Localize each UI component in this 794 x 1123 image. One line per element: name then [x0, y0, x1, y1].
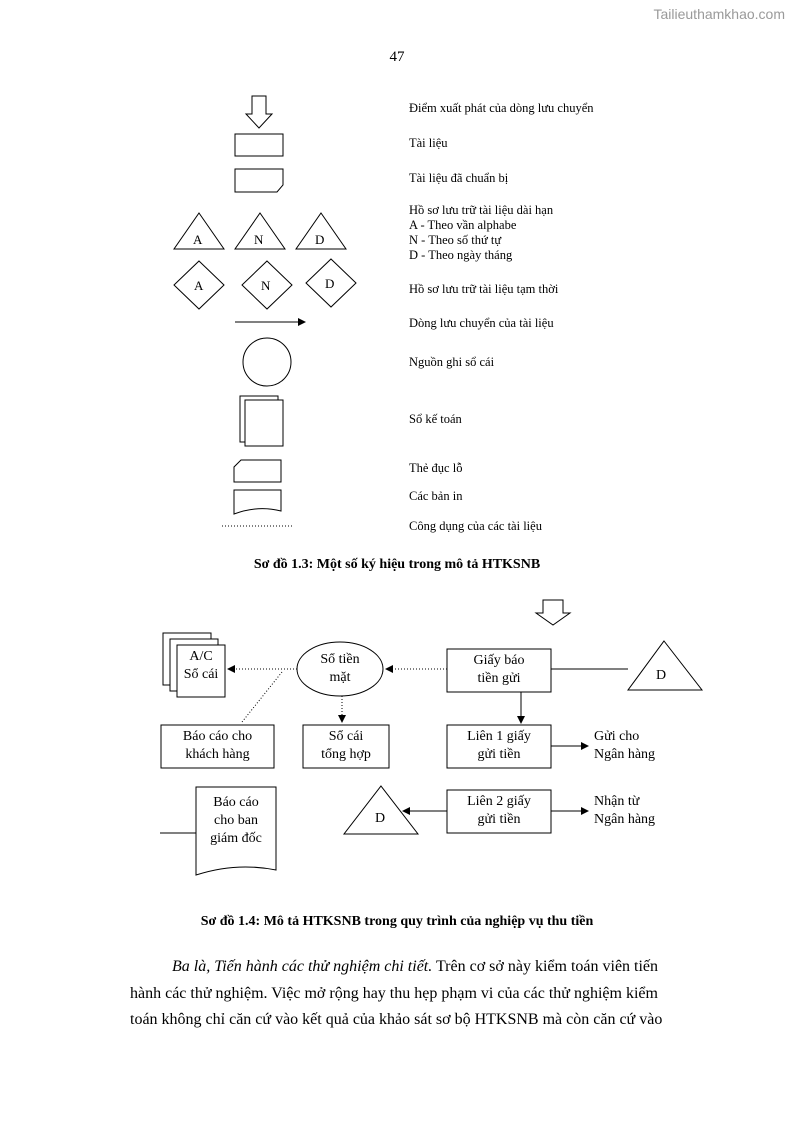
file-d-bottom-letter: D	[375, 811, 386, 826]
legend-label-permanent-file: Hồ sơ lưu trữ tài liệu dài hạn	[409, 203, 554, 217]
paragraph-lead: Ba là, Tiến hành các thử nghiệm chi tiết.	[172, 958, 433, 975]
paragraph-line-1: Ba là, Tiến hành các thử nghiệm chi tiết. Trên cơ sở này kiểm toán viên tiến	[172, 958, 659, 975]
flow-start-symbol	[536, 600, 570, 625]
triangle-letter-a: A	[193, 232, 203, 247]
figure-caption-1-4: Sơ đồ 1.4: Mô tả HTKSNB trong quy trình của nghiệp vụ thu tiền	[200, 914, 594, 929]
legend-label-punched-card: Thẻ đục lỗ	[409, 461, 463, 475]
legend-label-ledger-source: Nguồn ghi sổ cái	[409, 355, 495, 369]
paragraph-line-3: toán không chỉ căn cứ vào kết quả của khảo sát sơ bộ HTKSNB mà còn căn cứ vào	[130, 1011, 663, 1028]
legend-label-alphabet: A - Theo vần alphabe	[409, 218, 517, 232]
deposit-notice-label: Giấy báo tiền gửi	[473, 653, 525, 686]
page-number: 47	[389, 49, 405, 65]
file-d-top-letter: D	[656, 668, 667, 683]
customer-report-label: Báo cáo cho khách hàng	[182, 729, 253, 762]
legend-label-usage: Công dụng của các tài liệu	[409, 519, 542, 533]
general-ledger-label: Sổ cái tổng hợp	[321, 729, 371, 762]
legend-label-document: Tài liệu	[409, 136, 448, 150]
legend-label-accounting-book: Sổ kế toán	[409, 412, 462, 426]
receive-from-bank-label: Nhận từ Ngân hàng	[594, 794, 656, 827]
legend-label-temporary-file: Hồ sơ lưu trữ tài liệu tạm thời	[409, 282, 559, 296]
board-report-label: Báo cáo cho ban giám đốc	[210, 795, 262, 846]
legend-label-number: N - Theo số thứ tự	[409, 233, 502, 247]
legend-label-start: Điểm xuất phát của dòng lưu chuyển	[409, 101, 594, 115]
triangle-letter-n: N	[254, 232, 264, 247]
triangle-letter-d: D	[315, 232, 325, 247]
ac-ledger-label: A/C Sổ cái	[183, 649, 219, 682]
copy2-label: Liên 2 giấy gửi tiền	[467, 794, 531, 827]
paragraph-line-2: hành các thử nghiệm. Việc mở rộng hay thu hẹp phạm vi của các thử nghiệm kiểm	[130, 984, 658, 1002]
legend-label-prepared-document: Tài liệu đã chuẩn bị	[409, 171, 509, 185]
site-watermark: Tailieuthamkhao.com	[653, 6, 785, 22]
legend-label-date: D - Theo ngày tháng	[409, 248, 513, 262]
cash-book-label: Sổ tiền mặt	[320, 652, 360, 685]
figure-caption-1-3: Sơ đồ 1.3: Một số ký hiệu trong mô tả HTKSNB	[253, 557, 541, 572]
diamond-letter-a: A	[194, 278, 204, 293]
send-to-bank-label: Gửi cho Ngân hàng	[594, 729, 656, 762]
diamond-letter-d: D	[325, 276, 335, 291]
body-paragraph	[130, 954, 718, 1034]
copy1-label: Liên 1 giấy gửi tiền	[467, 729, 531, 762]
legend-label-printout: Các bản in	[409, 489, 463, 503]
diamond-letter-n: N	[261, 278, 271, 293]
legend-label-flow: Dòng lưu chuyển của tài liệu	[409, 316, 554, 330]
